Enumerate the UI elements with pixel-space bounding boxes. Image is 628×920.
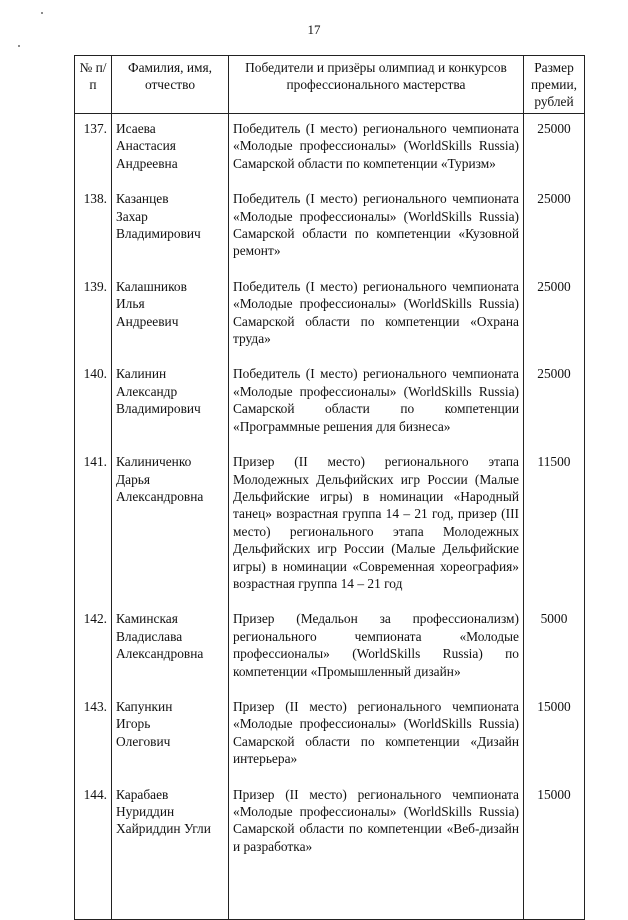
table-row	[75, 604, 585, 692]
table-header	[75, 56, 585, 114]
surname: Капункин	[116, 698, 173, 714]
surname: Казанцев	[116, 191, 169, 207]
row-name	[112, 780, 229, 920]
patronymic: Владимирович	[116, 401, 201, 417]
row-name	[112, 184, 229, 272]
surname: Исаева	[116, 121, 156, 136]
patronymic: Владимирович	[116, 226, 201, 242]
row-name	[112, 272, 229, 360]
row-prize: 25000	[524, 114, 585, 185]
header-award: Победители и призёры олимпиад и конкурсов профессионального мастерства	[229, 56, 524, 114]
given-name: Илья	[116, 296, 145, 312]
row-award: Призер (II место) регионального чемпионата «Молодые профессионалы» (WorldSkills Russia) Самарской области по компетенции «Дизайн интерьера»	[229, 692, 524, 780]
patronymic: Олегович	[116, 733, 171, 749]
given-name: Захар	[116, 208, 148, 224]
patronymic: Хайриддин Угли	[116, 821, 211, 837]
row-award: Победитель (I место) регионального чемпионата «Молодые профессионалы» (WorldSkills Russia) Самарской области по компетенции «Кузовной ремонт»	[229, 184, 524, 272]
header-row	[75, 56, 585, 114]
scan-speck	[41, 12, 43, 14]
row-prize: 5000	[524, 604, 585, 692]
row-num: 142.	[75, 604, 112, 692]
table-row	[75, 780, 585, 920]
row-award: Победитель (I место) регионального чемпионата «Молодые профессионалы» (WorldSkills Russia) Самарской области по компетенции «Программные решения для бизнеса»	[229, 359, 524, 447]
table-row	[75, 359, 585, 447]
surname: Карабаев	[116, 786, 169, 802]
row-award: Призер (II место) регионального этапа Молодежных Дельфийских игр России (Малые Дельфийские игры) в номинации «Народный танец» возрастная группа 14 – 21 год, призер (III место) регионального этапа Молодежных Дельфийских игр России (Малые Дельфийские игры) в номинации «Современная хореография» возрастная группа 14 – 21 год	[229, 447, 524, 604]
row-name	[112, 114, 229, 185]
row-prize: 15000	[524, 692, 585, 780]
given-name: Владислава	[116, 628, 183, 644]
scan-speck	[18, 45, 20, 47]
surname: Каминская	[116, 611, 178, 627]
winners-table	[74, 55, 585, 920]
surname: Калашников	[116, 278, 187, 294]
given-name: Анастасия	[116, 138, 176, 154]
table-row	[75, 272, 585, 360]
row-name	[112, 604, 229, 692]
row-name	[112, 359, 229, 447]
row-name	[112, 447, 229, 604]
page-number: 17	[307, 22, 321, 37]
row-award: Призер (Медальон за профессионализм) регионального чемпионата «Молодые профессионалы» (WorldSkills Russia) по компетенции «Промышленный дизайн»	[229, 604, 524, 692]
row-award: Победитель (I место) регионального чемпионата «Молодые профессионалы» (WorldSkills Russia) Самарской области по компетенции «Охрана труда»	[229, 272, 524, 360]
table-row	[75, 447, 585, 604]
given-name: Игорь	[116, 716, 151, 732]
row-num: 138.	[75, 184, 112, 272]
row-award: Призер (II место) регионального чемпионата «Молодые профессионалы» (WorldSkills Russia) Самарской области по компетенции «Веб-дизайн и разработка»	[229, 780, 524, 920]
row-award: Победитель (I место) регионального чемпионата «Молодые профессионалы» (WorldSkills Russia) Самарской области по компетенции «Туризм»	[229, 114, 524, 185]
row-num: 144.	[75, 780, 112, 920]
table-row	[75, 114, 585, 185]
given-name: Дарья	[116, 471, 151, 487]
row-prize: 15000	[524, 780, 585, 920]
row-name	[112, 692, 229, 780]
row-prize: 25000	[524, 272, 585, 360]
table-body	[75, 114, 585, 920]
patronymic: Александровна	[116, 646, 204, 662]
header-prize: Размер премии, рублей	[524, 56, 585, 114]
header-num: № п/п	[75, 56, 112, 114]
row-num: 140.	[75, 359, 112, 447]
patronymic: Александровна	[116, 488, 204, 504]
row-num: 137.	[75, 114, 112, 185]
given-name: Нуриддин	[116, 804, 175, 819]
row-num: 139.	[75, 272, 112, 360]
row-num: 141.	[75, 447, 112, 604]
surname: Калиниченко	[116, 454, 192, 470]
row-prize: 25000	[524, 184, 585, 272]
row-prize: 11500	[524, 447, 585, 604]
row-prize: 25000	[524, 359, 585, 447]
row-num: 143.	[75, 692, 112, 780]
patronymic: Андреевна	[116, 155, 178, 171]
surname: Калинин	[116, 366, 167, 382]
patronymic: Андреевич	[116, 313, 179, 329]
table-row	[75, 184, 585, 272]
table-row	[75, 692, 585, 780]
given-name: Александр	[116, 383, 178, 399]
header-name: Фамилия, имя, отчество	[112, 56, 229, 114]
